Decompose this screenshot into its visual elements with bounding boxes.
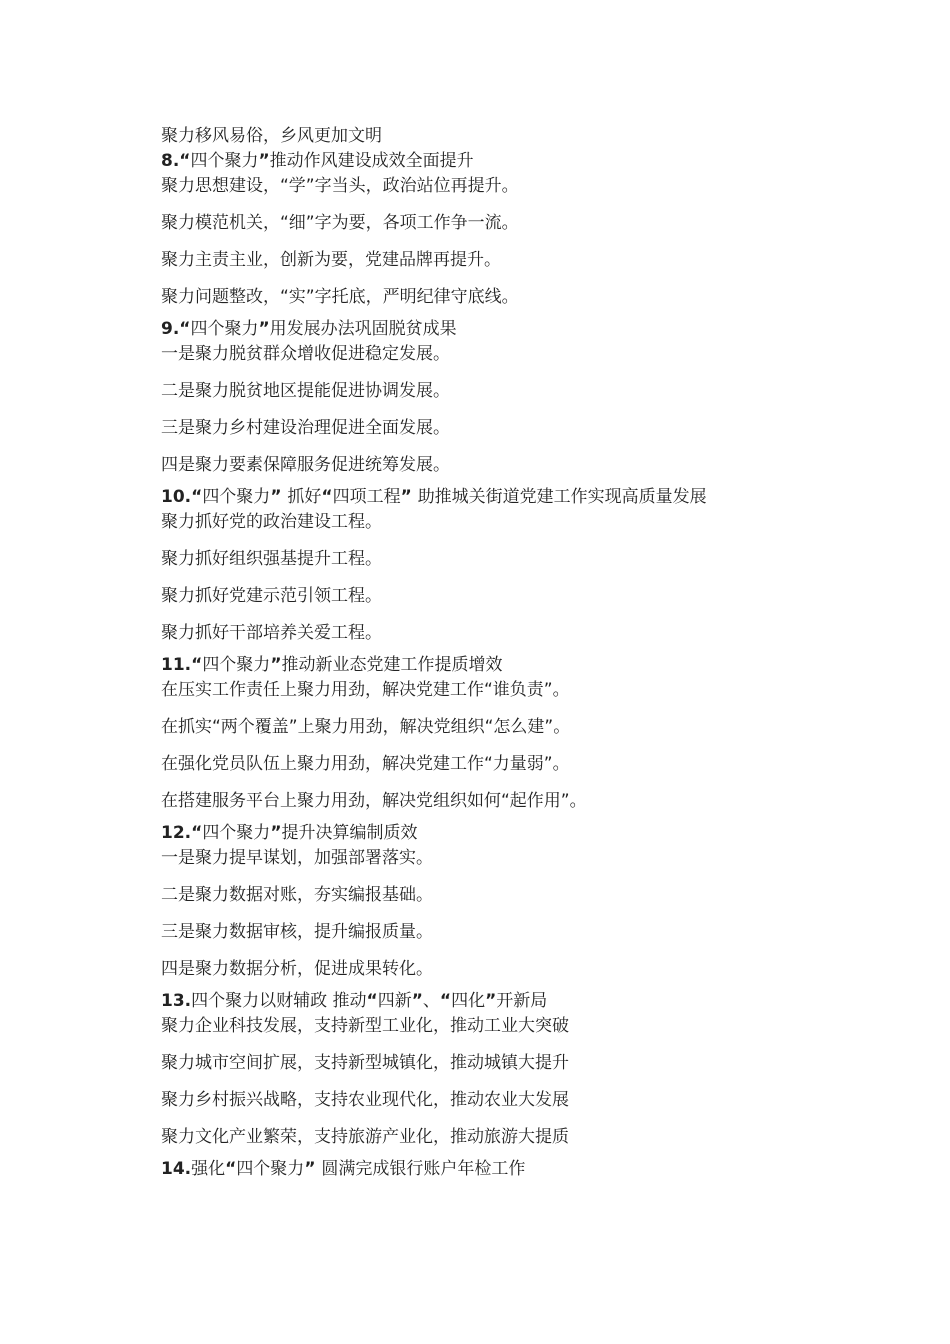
document-page [161,124,881,1182]
section-title-part: “ [225,1159,237,1179]
section-number: 14. [161,1159,192,1179]
section-title-part: ” [485,991,497,1011]
section-title-part: ” [304,1159,322,1179]
section-heading [161,1157,881,1182]
list-item: 在抓实“两个覆盖”上聚力用劲，解决党组织“怎么建”。 [161,717,571,737]
list-item: 聚力抓好干部培养关爱工程。 [161,623,382,643]
section-heading [161,653,881,678]
section-number: 8. [161,151,180,171]
section-title-part: “ [321,487,333,507]
section-title-part: 圆满完成银行账户年检工作 [321,1159,526,1179]
section-heading [161,485,881,510]
section-number: 9. [161,319,180,339]
section-title-part: ” [411,991,423,1011]
section-title-part: “ [439,991,452,1011]
section-heading [161,989,881,1014]
section-title-part: 强化 [191,1159,226,1179]
section-number: 10. [161,487,192,507]
section-title-part: 开新局 [496,991,548,1011]
section-title-part: 四个聚力 [202,823,271,843]
list-item: 聚力乡村振兴战略，支持农业现代化，推动农业大发展 [161,1090,569,1110]
section-title-part: 推动作风建设成效全面提升 [269,151,474,171]
section-heading [161,149,881,174]
sections-container [161,149,881,1182]
section-title-part: “ [366,991,378,1011]
section-number: 12. [161,823,192,843]
list-item: 一是聚力提早谋划，加强部署落实。 [161,848,433,868]
list-item: 聚力模范机关，“细”字为要，各项工作争一流。 [161,213,519,233]
list-item: 聚力问题整改，“实”字托底，严明纪律守底线。 [161,287,519,307]
section-title-part: 提升决算编制质效 [281,823,418,843]
section-title-part: 四个聚力 [190,151,259,171]
list-item: 四是聚力要素保障服务促进统筹发展。 [161,455,450,475]
section-title-part: 推动新业态党建工作提质增效 [281,655,503,675]
section-title-part: 四个聚力 [236,1159,305,1179]
list-item: 聚力文化产业繁荣，支持旅游产业化，推动旅游大提质 [161,1127,569,1147]
list-item: 一是聚力脱贫群众增收促进稳定发展。 [161,344,450,364]
section-title-part: ” [270,823,282,843]
section-heading [161,821,881,846]
list-item: 三是聚力乡村建设治理促进全面发展。 [161,418,450,438]
section-title-part: “ [191,823,203,843]
section-title-part: 、 [422,991,440,1011]
section-title-part: ” [270,655,282,675]
section-title-part: “ [179,319,191,339]
section-title-part: 四个聚力 [202,655,271,675]
list-item: 四是聚力数据分析，促进成果转化。 [161,959,433,979]
list-item: 在强化党员队伍上聚力用劲，解决党建工作“力量弱”。 [161,754,570,774]
section-title-part: ” [258,151,270,171]
list-item: 在搭建服务平台上聚力用劲，解决党组织如何“起作用”。 [161,791,587,811]
section-title-part: “ [191,487,203,507]
section-title-part: ” [400,487,418,507]
section-title-part: 四项工程 [332,487,401,507]
section-title-part: 助推城关街道党建工作实现高质量发展 [417,487,707,507]
list-item: 二是聚力脱贫地区提能促进协调发展。 [161,381,450,401]
list-item: 聚力抓好组织强基提升工程。 [161,549,382,569]
list-item: 聚力主责主业，创新为要，党建品牌再提升。 [161,250,501,270]
list-item: 聚力城市空间扩展，支持新型城镇化，推动城镇大提升 [161,1053,569,1073]
list-item: 聚力思想建设，“学”字当头，政治站位再提升。 [161,176,519,196]
section-heading [161,317,881,342]
section-title-part: ” [270,487,288,507]
list-item: 聚力企业科技发展，支持新型工业化，推动工业大突破 [161,1016,569,1036]
section-title-part: 抓好 [287,487,322,507]
list-item: 聚力抓好党的政治建设工程。 [161,512,382,532]
section-title-part: 四化 [451,991,486,1011]
section-title-part: 四个聚力 [190,319,259,339]
section-title-part: 四新 [377,991,412,1011]
section-title-part: 四个聚力 [202,487,271,507]
intro-line: 聚力移风易俗，乡风更加文明 [161,126,382,146]
section-title-part: 四个聚力以财辅政 推动 [191,991,367,1011]
list-item: 二是聚力数据对账，夯实编报基础。 [161,885,433,905]
list-item: 在压实工作责任上聚力用劲，解决党建工作“谁负责”。 [161,680,570,700]
section-title-part: ” [258,319,270,339]
section-number: 11. [161,655,192,675]
list-item: 聚力抓好党建示范引领工程。 [161,586,382,606]
section-title-part: 用发展办法巩固脱贫成果 [269,319,457,339]
list-item: 三是聚力数据审核，提升编报质量。 [161,922,433,942]
section-title-part: “ [179,151,191,171]
section-title-part: “ [191,655,203,675]
section-number: 13. [161,991,192,1011]
